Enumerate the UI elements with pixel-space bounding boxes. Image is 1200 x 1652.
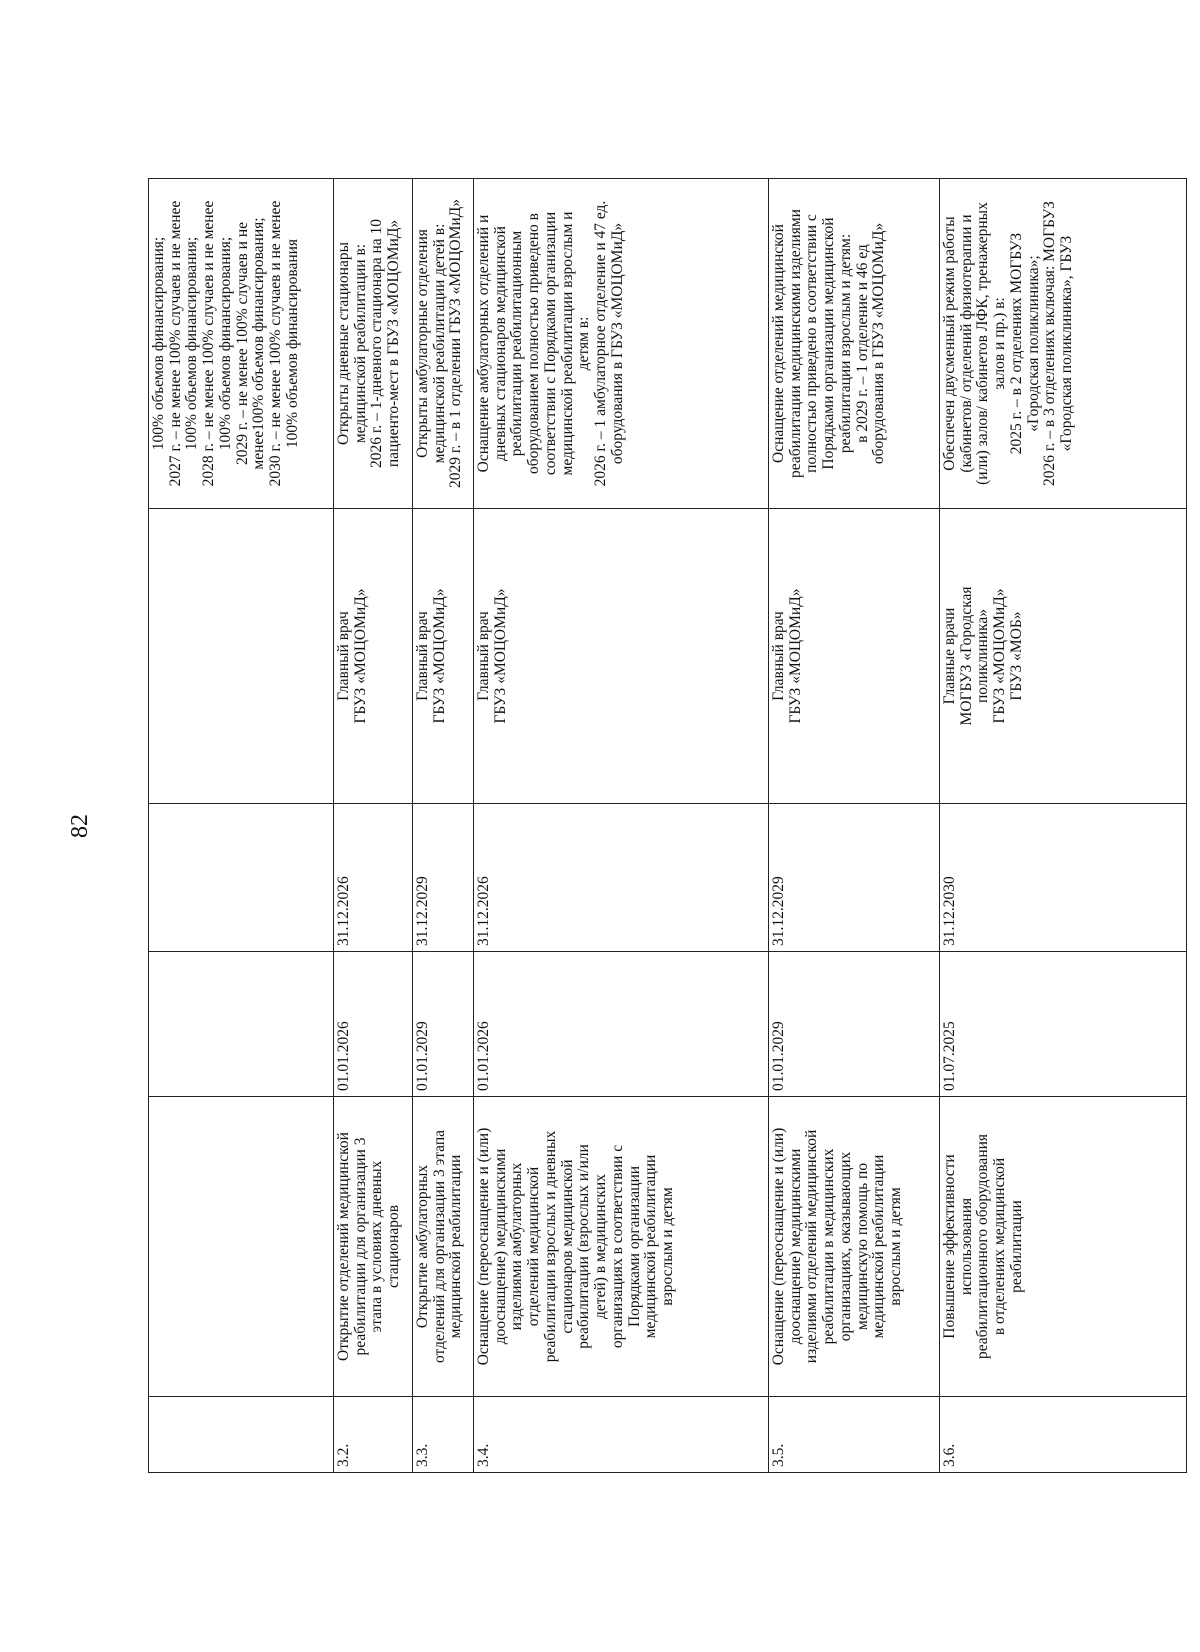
cell-event [334, 1097, 413, 1397]
cell-responsible [413, 509, 474, 804]
cell-result-line: 2026 г. – 1 амбулаторное отделение и 47 ед. [592, 200, 610, 487]
cell-responsible-line: Главные врачи [941, 607, 958, 705]
cell-result-line: (кабинетов/ отделений физиотерапии и [957, 214, 975, 473]
cell-event-line: взрослым и детям [659, 1187, 677, 1306]
cell-event-line: использования [957, 1197, 975, 1296]
cell-result-line: Открыты амбулаторные отделения [414, 229, 431, 458]
cell-result-line: Открыты дневные стационары [335, 242, 352, 445]
table-row [474, 179, 769, 1473]
cell-event [149, 1097, 334, 1397]
cell-event-line: отделений для организации 3 этапа [430, 1129, 448, 1364]
cell-end-date: 31.12.2029 [413, 804, 474, 952]
cell-result [149, 179, 334, 509]
cell-start-date [149, 952, 334, 1097]
cell-number: 3.2. [334, 1397, 413, 1473]
cell-start-date: 01.07.2025 [940, 952, 1187, 1097]
cell-start-date: 01.01.2026 [334, 952, 413, 1097]
cell-event-line: медицинскую помощь по [853, 1162, 871, 1331]
cell-responsible-line: Главный врач [475, 611, 492, 701]
cell-result-line: реабилитации реабилитационным [508, 230, 526, 457]
cell-result-line: полностью приведено в соответствии с [803, 214, 821, 473]
cell-event-line: дооснащение) медицинскими [491, 1148, 509, 1345]
cell-event [769, 1097, 940, 1397]
cell-responsible [474, 509, 769, 804]
cell-event-line: изделиями амбулаторных [508, 1162, 526, 1331]
cell-result-line: оборудованием полностью приведено в [525, 213, 543, 474]
cell-event-line: организациях в соответствии с [608, 1144, 626, 1349]
cell-result-line: медицинской реабилитации в: [351, 243, 369, 444]
cell-event-line: реабилитационного оборудования [974, 1133, 992, 1360]
cell-responsible [334, 509, 413, 804]
cell-result-line: 2029 г. – не менее 100% случаев и не [233, 221, 251, 466]
cell-result-line: пациенто-мест в ГБУЗ «МОЦОМиД» [385, 219, 403, 468]
cell-result-line: 2025 г. – в 2 отделениях МОГБУЗ [1007, 232, 1025, 455]
cell-result-line: 2026 г. – 1-дневного стационара на 10 [368, 218, 386, 469]
cell-result-line: 2030 г. – не менее 100% случаев и не менее [267, 200, 285, 487]
cell-responsible-line: ГБУЗ «МОЦОМиД» [786, 588, 804, 724]
cell-result-line: медицинской реабилитации взрослым и [558, 211, 576, 476]
cell-end-date: 31.12.2026 [474, 804, 769, 952]
cell-result-line: «Городская поликлиника»; [1024, 255, 1042, 432]
cell-result-line: медицинской реабилитации детей в: [430, 223, 448, 464]
cell-event-line: Оснащение (переоснащение и (или) [475, 1127, 492, 1366]
cell-event-line: дооснащение) медицинскими [786, 1148, 804, 1345]
cell-event-line: организациях, оказывающих [836, 1151, 854, 1342]
cell-result-line: 100% объемов финансирования [283, 238, 301, 449]
cell-event-line: изделиями отделений медицинской [803, 1129, 821, 1364]
cell-end-date: 31.12.2029 [769, 804, 940, 952]
cell-event-line: Открытие амбулаторных [414, 1164, 431, 1329]
cell-number: 3.6. [940, 1397, 1187, 1473]
cell-end-date [149, 804, 334, 952]
cell-event-line: взрослым и детям [887, 1187, 905, 1306]
cell-result [334, 179, 413, 509]
cell-event-line: реабилитации (взрослых и/или [575, 1144, 593, 1349]
cell-start-date: 01.01.2029 [413, 952, 474, 1097]
cell-event-line: в отделениях медицинской [991, 1157, 1009, 1336]
cell-result-line: 2028 г. – не менее 100% случаев и не менее [200, 200, 218, 487]
cell-start-date: 01.01.2026 [474, 952, 769, 1097]
cell-responsible-line: ГБУЗ «МОЦОМиД» [491, 588, 509, 724]
cell-result-line: реабилитации медицинскими изделиями [786, 209, 804, 478]
cell-responsible-line: ГБУЗ «МОБ» [1007, 611, 1025, 701]
table-body [149, 179, 1187, 1473]
cell-event [940, 1097, 1187, 1397]
cell-number: 3.4. [474, 1397, 769, 1473]
cell-responsible-line: Главный врач [335, 611, 352, 701]
cell-event-line: медицинской реабилитации [447, 1154, 465, 1339]
cell-event-line: медицинской реабилитации [870, 1154, 888, 1339]
cell-responsible [149, 509, 334, 804]
cell-result-line: менее100% объемов финансирования; [250, 217, 268, 470]
cell-event-line: отделений медицинской [525, 1166, 543, 1327]
cell-event-line: стационаров [385, 1204, 403, 1289]
rotated-table-container [148, 179, 1156, 1473]
cell-result-line: детям в: [575, 316, 593, 371]
cell-result-line: оборудования в ГБУЗ «МОЦОМиД» [870, 222, 888, 465]
cell-result-line: Оснащение отделений медицинской [770, 224, 787, 463]
cell-end-date: 31.12.2026 [334, 804, 413, 952]
cell-result [413, 179, 474, 509]
cell-responsible-line: МОГБУЗ «Городская [957, 586, 975, 726]
cell-result-line: Порядками организации медицинской [820, 217, 838, 470]
cell-number: 3.3. [413, 1397, 474, 1473]
cell-start-date: 01.01.2029 [769, 952, 940, 1097]
cell-event-line: медицинской реабилитации [642, 1154, 660, 1339]
cell-result-line: 100% объемов финансирования; [216, 236, 234, 451]
cell-responsible-line: ГБУЗ «МОЦОМиД» [351, 588, 369, 724]
cell-result-line: 2026 г. – в 3 отделениях включая: МОГБУЗ [1041, 201, 1059, 486]
cell-result-line: (или) залов/ кабинетов ЛФК, тренажерных [974, 202, 992, 485]
cell-event-line: этапа в условиях дневных [368, 1160, 386, 1333]
cell-responsible-line: ГБУЗ «МОЦОМиД» [430, 588, 448, 724]
cell-result [474, 179, 769, 509]
cell-result-line: соответствии с Порядками организации [541, 211, 559, 476]
cell-number [149, 1397, 334, 1473]
cell-responsible-line: поликлиника» [974, 609, 992, 703]
table-row [769, 179, 940, 1473]
table-row [940, 179, 1187, 1473]
cell-result-line: реабилитации взрослым и детям: [836, 233, 854, 454]
table-row [334, 179, 413, 1473]
cell-event-line: реабилитации для организации 3 [351, 1137, 369, 1356]
cell-responsible-line: Главный врач [414, 611, 431, 701]
cell-result-line: залов и пр.) в: [991, 297, 1009, 390]
plan-table [148, 178, 1187, 1473]
table-row [413, 179, 474, 1473]
table-row [149, 179, 334, 1473]
cell-event-line: Открытие отделений медицинской [335, 1132, 352, 1361]
cell-result-line: 100% объемов финансирования; [150, 236, 167, 451]
cell-event [474, 1097, 769, 1397]
cell-result-line: в 2029 г. – 1 отделение и 46 ед [853, 244, 871, 443]
cell-event-line: реабилитации в медицинских [820, 1148, 838, 1345]
cell-result [769, 179, 940, 509]
cell-event [413, 1097, 474, 1397]
cell-event-line: стационаров медицинской [558, 1159, 576, 1334]
cell-event-line: реабилитации [1007, 1200, 1025, 1293]
cell-result-line: оборудования в ГБУЗ «МОЦОМиД» [608, 222, 626, 465]
page-number: 82 [67, 814, 93, 838]
cell-result-line: Оснащение амбулаторных отделений и [475, 214, 492, 473]
cell-responsible-line: Главный врач [770, 611, 787, 701]
cell-end-date: 31.12.2030 [940, 804, 1187, 952]
cell-result-line: Обеспечен двусменный режим работы [941, 216, 958, 471]
cell-result [940, 179, 1187, 509]
cell-responsible-line: ГБУЗ «МОЦОМиД» [991, 588, 1009, 724]
cell-result-line: «Городская поликлиника», ГБУЗ [1058, 235, 1076, 452]
cell-result-line: 100% объемов финансирования; [183, 236, 201, 451]
cell-event-line: Порядками организации [625, 1165, 643, 1328]
cell-responsible [940, 509, 1187, 804]
cell-result-line: дневных стационаров медицинской [491, 226, 509, 461]
cell-number: 3.5. [769, 1397, 940, 1473]
cell-event-line: реабилитации взрослых и дневных [541, 1130, 559, 1363]
cell-result-line: 2027 г. – не менее 100% случаев и не менее [166, 200, 184, 487]
cell-event-line: Оснащение (переоснащение и (или) [770, 1127, 787, 1366]
cell-event-line: Повышение эффективности [941, 1154, 958, 1339]
cell-responsible [769, 509, 940, 804]
cell-event-line: детей) в медицинских [592, 1174, 610, 1319]
cell-result-line: 2029 г. – в 1 отделении ГБУЗ «МОЦОМиД» [447, 199, 465, 488]
